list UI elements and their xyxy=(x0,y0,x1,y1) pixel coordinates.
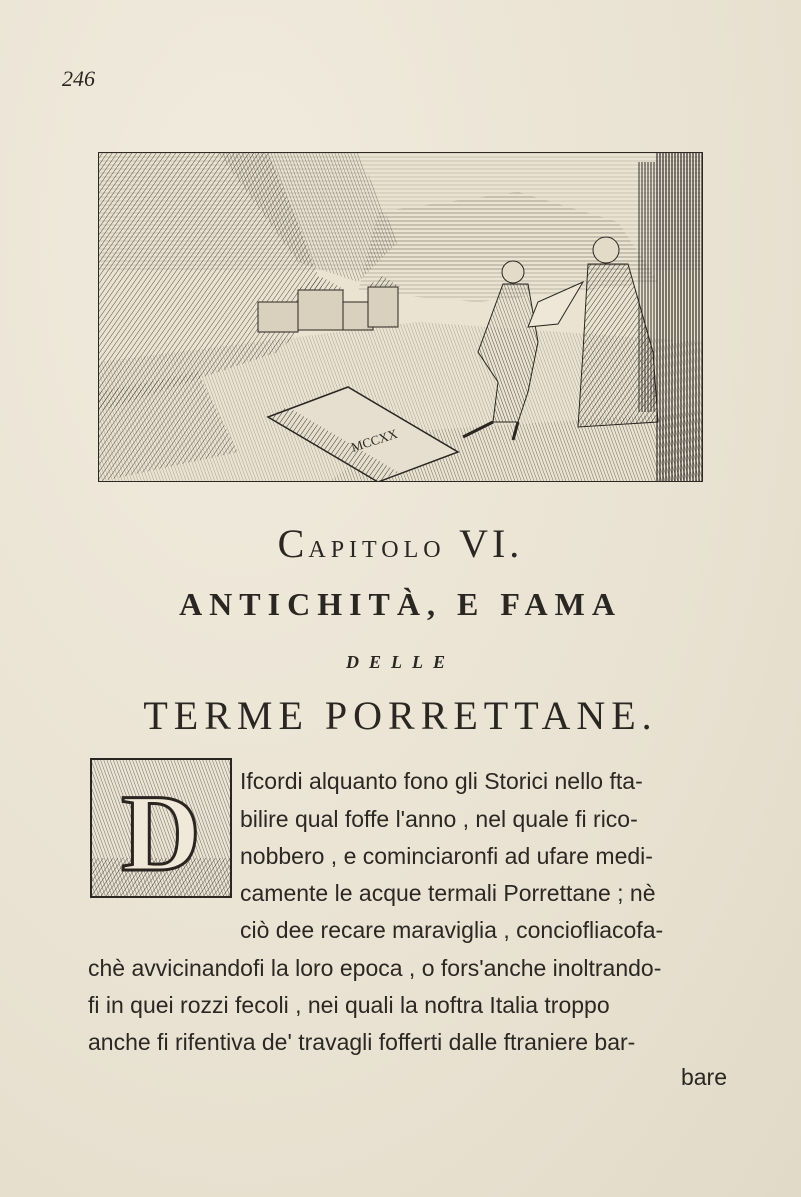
text-line: anche fi rifentiva de' travagli fofferti dalle ftraniere bar- xyxy=(88,1029,636,1055)
drop-cap-ornament xyxy=(90,758,232,898)
text-line: fi in quei rozzi fecoli , nei quali la noftra Italia troppo xyxy=(88,992,610,1018)
text-line: nobbero , e cominciaronfi ad ufare medi- xyxy=(240,843,653,869)
chapter-heading: CAPITOLO VI. xyxy=(277,521,524,566)
text-line: ciò dee recare maraviglia , conciofliacofa- xyxy=(240,917,664,943)
text-line: chè avvicinandofi la loro epoca , o fors'anche inoltrando- xyxy=(88,955,662,981)
svg-text:MCCXX: MCCXX xyxy=(349,425,400,455)
catchword: bare xyxy=(680,1064,727,1090)
text-line: camente le acque termali Porrettane ; nè xyxy=(240,880,656,906)
text-line: Ifcordi alquanto fono gli Storici nello fta- xyxy=(240,768,643,794)
chapter-title-line2: DELLE xyxy=(345,652,455,672)
svg-text:D: D xyxy=(121,772,201,894)
engraving-illustration xyxy=(98,152,703,482)
page-number: 246 xyxy=(62,66,95,91)
chapter-title-line3: TERME PORRETTANE. xyxy=(143,693,658,738)
text-line: bilire qual foffe l'anno , nel quale fi rico- xyxy=(240,806,638,832)
chapter-title-line1: ANTICHITÀ, E FAMA xyxy=(179,586,622,622)
